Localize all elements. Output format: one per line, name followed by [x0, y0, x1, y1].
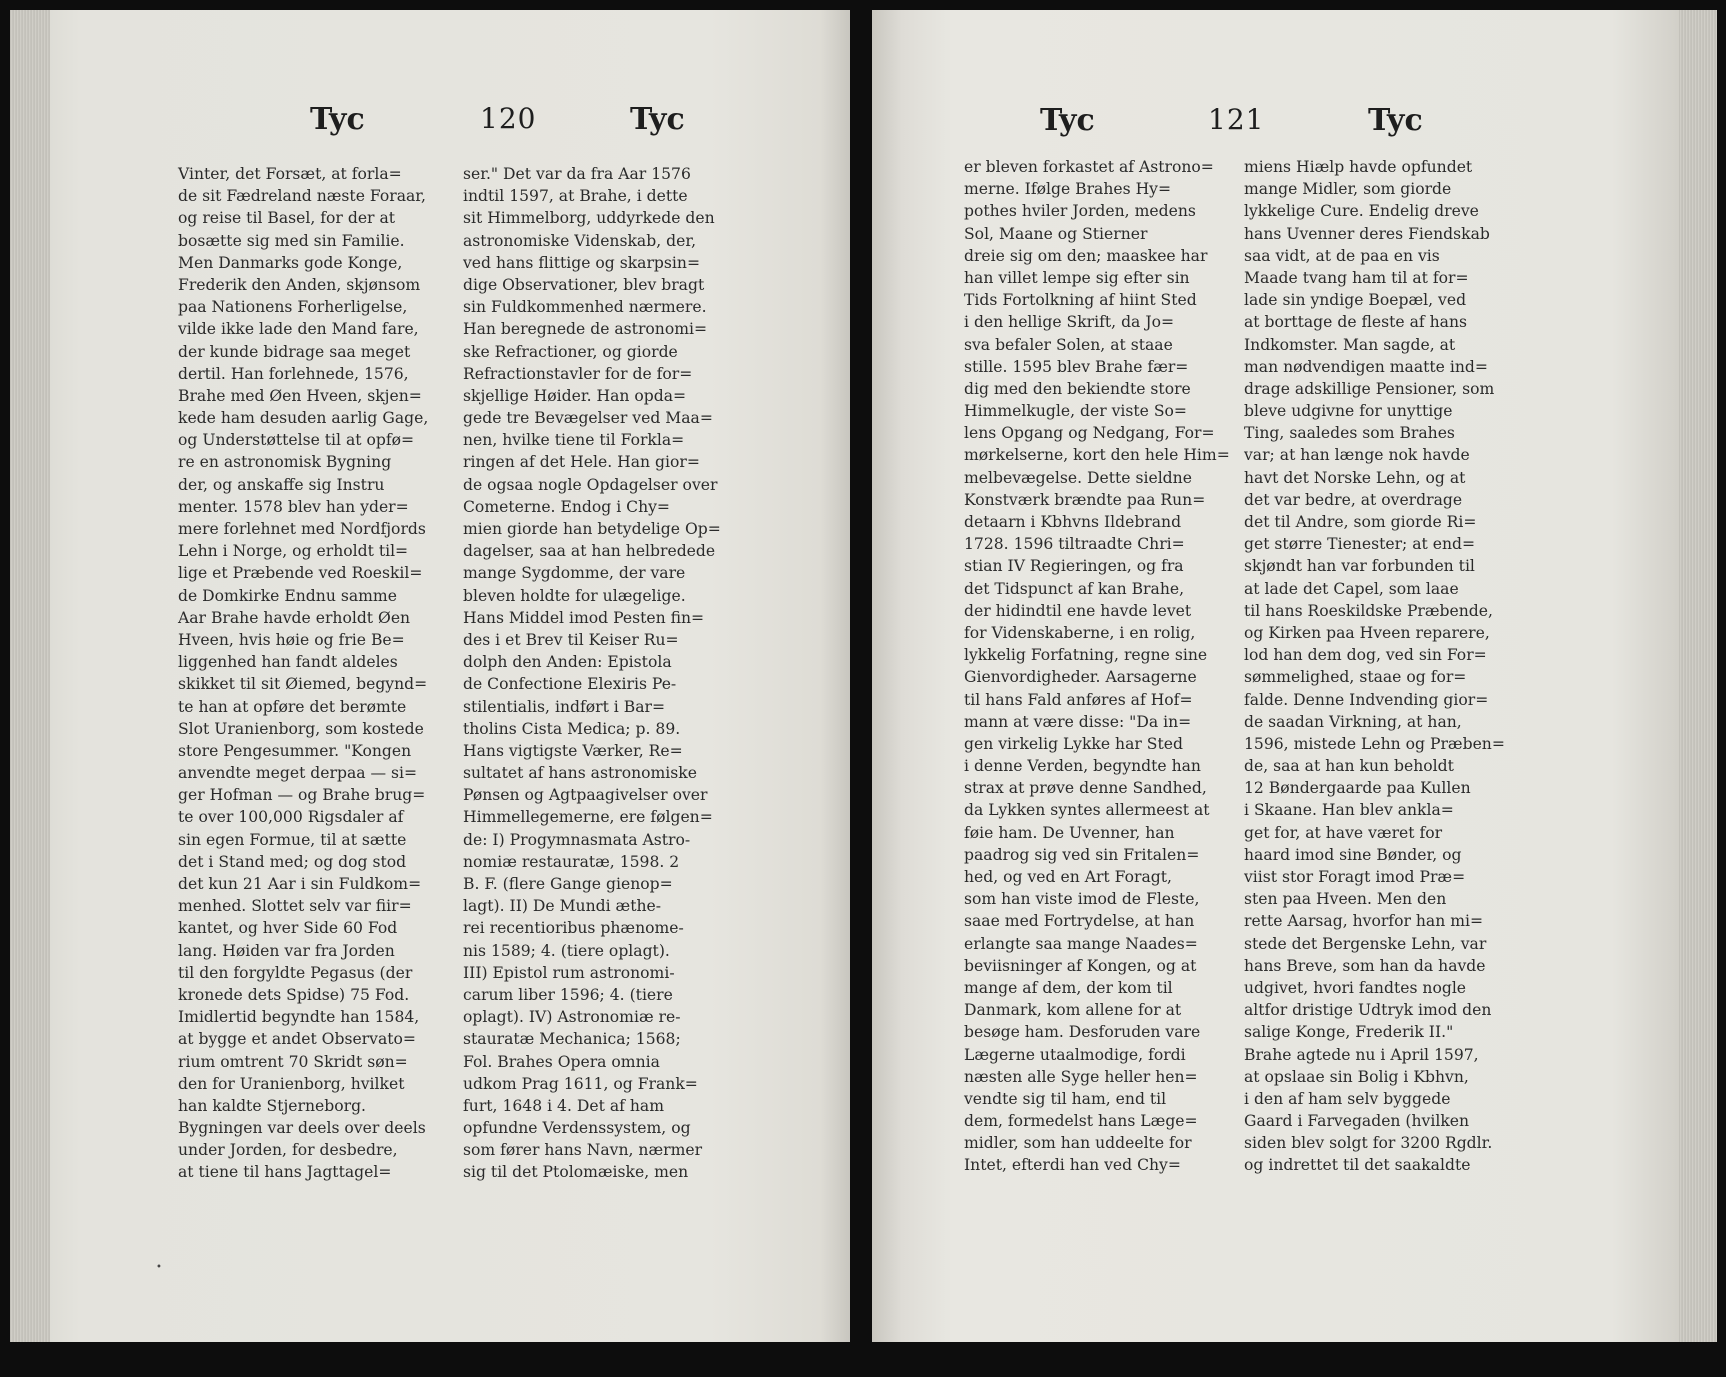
text-line: Slot Uranienborg, som kostede [178, 719, 424, 738]
text-line: lykkelige Cure. Endelig dreve [1244, 202, 1479, 221]
text-line: de: I) Progymnasmata Astro- [463, 830, 691, 849]
text-line: sit Himmelborg, uddyrkede den [463, 209, 715, 228]
text-line: for Videnskaberne, i en rolig, [964, 623, 1196, 642]
text-line: Himmellegemerne, ere følgen= [463, 808, 713, 827]
text-line: Sol, Maane og Stierner [964, 224, 1148, 243]
text-line: det til Andre, som giorde Ri= [1244, 513, 1477, 531]
text-line: de sit Fædreland næste Foraar, [178, 187, 426, 206]
text-line: 12 Bøndergaarde paa Kullen [1244, 779, 1471, 798]
text-line: bleven holdte for ulægelige. [463, 586, 686, 605]
text-line: 1728. 1596 tiltraadte Chri= [964, 535, 1185, 554]
text-line: beviisninger af Kongen, og at [964, 956, 1197, 975]
text-line: ringen af det Hele. Han gior= [463, 453, 700, 472]
text-line: under Jorden, for desbedre, [178, 1141, 398, 1160]
text-line: stille. 1595 blev Brahe fær= [964, 357, 1189, 376]
text-line: ved hans flittige og skarpsin= [463, 253, 701, 272]
text-line: Danmark, kom allene for at [964, 1001, 1182, 1020]
text-line: Tids Fortolkning af hiint Sted [964, 291, 1197, 310]
text-line: carum liber 1596; 4. (tiere [463, 985, 673, 1004]
text-line: stian IV Regieringen, og fra [964, 557, 1184, 576]
text-line: Gienvordigheder. Aarsagerne [964, 668, 1197, 687]
header-word-right: Tyc [1368, 103, 1423, 138]
text-line: man nødvendigen maatte ind= [1244, 357, 1488, 376]
text-line: der hidindtil ene havde levet [964, 601, 1192, 620]
text-line: re en astronomisk Bygning [178, 453, 392, 472]
text-line: dem, formedelst hans Læge= [964, 1112, 1198, 1131]
text-line: lade sin yndige Boepæl, ved [1244, 291, 1467, 310]
text-line: haard imod sine Bønder, og [1244, 845, 1462, 864]
text-line: rette Aarsag, hvorfor han mi= [1244, 912, 1484, 931]
text-line: mere forlehnet med Nordfjords [178, 520, 426, 538]
text-line: besøge ham. Desforuden vare [964, 1023, 1201, 1042]
text-line: miens Hiælp havde opfundet [1244, 158, 1473, 176]
text-line: som han viste imod de Fleste, [964, 890, 1200, 909]
text-line: sin Fuldkommenhed nærmere. [463, 298, 707, 317]
text-line: stede det Bergenske Lehn, var [1244, 934, 1487, 953]
text-line: anvendte meget derpaa — si= [178, 764, 418, 783]
text-line: skikket til sit Øiemed, begynd= [178, 675, 428, 694]
text-line: Lehn i Norge, og erholdt til= [178, 542, 409, 561]
text-line: Hans vigtigste Værker, Re= [463, 741, 683, 760]
header-word-right: Tyc [630, 102, 685, 137]
text-line: melbevægelse. Dette sieldne [964, 468, 1192, 487]
text-line: 1596, mistede Lehn og Præben= [1244, 734, 1505, 753]
text-line: Hans Middel imod Pesten fin= [463, 608, 705, 627]
text-line: Konstværk brændte paa Run= [964, 490, 1206, 509]
text-line: vilde ikke lade den Mand fare, [178, 320, 419, 339]
text-line: menhed. Slottet selv var fiir= [178, 897, 412, 916]
text-line: den for Uranienborg, hvilket [178, 1074, 405, 1093]
text-column-left [964, 156, 1244, 1177]
page-edge [10, 10, 50, 1342]
text-line: midler, som han uddeelte for [964, 1134, 1192, 1153]
text-line: mann at være disse: "Da in= [964, 712, 1192, 731]
text-line: stauratæ Mechanica; 1568; [463, 1030, 681, 1049]
text-line: Ting, saaledes som Brahes [1244, 424, 1455, 443]
text-line: drage adskillige Pensioner, som [1244, 379, 1495, 398]
text-line: detaarn i Kbhvns Ildebrand [964, 513, 1182, 531]
text-line: saa vidt, at de paa en vis [1244, 246, 1440, 265]
text-line: at tiene til hans Jagttagel= [178, 1163, 392, 1182]
text-line: liggenhed han fandt aldeles [178, 653, 398, 672]
text-line: bosætte sig med sin Familie. [178, 231, 405, 250]
text-line: rei recentioribus phænome- [463, 919, 684, 938]
text-line: Vinter, det Forsæt, at forla= [178, 165, 402, 183]
text-line: til hans Fald anføres af Hof= [964, 690, 1193, 709]
text-line: Hveen, hvis høie og frie Be= [178, 630, 405, 649]
text-line: Bygningen var deels over deels [178, 1119, 426, 1138]
text-line: menter. 1578 blev han yder= [178, 497, 409, 516]
text-line: Frederik den Anden, skjønsom [178, 275, 421, 294]
text-line: Fol. Brahes Opera omnia [463, 1052, 660, 1071]
text-line: der, og anskaffe sig Instru [178, 475, 385, 494]
text-line: de Confectione Elexiris Pe- [463, 675, 677, 694]
page-number: 120 [480, 102, 537, 135]
text-line: Han beregnede de astronomi= [463, 320, 708, 339]
page-edge [1679, 10, 1717, 1342]
text-line: paa Nationens Forherligelse, [178, 298, 408, 317]
text-line: at bygge et andet Observato= [178, 1030, 416, 1049]
text-line: kronede dets Spidse) 75 Fod. [178, 985, 410, 1004]
text-line: store Pengesummer. "Kongen [178, 741, 412, 760]
text-line: føie ham. De Uvenner, han [964, 823, 1175, 842]
text-line: lod han dem dog, ved sin For= [1244, 646, 1487, 665]
text-line: havt det Norske Lehn, og at [1244, 468, 1466, 487]
page-number: 121 [1208, 103, 1265, 136]
text-line: B. F. (flere Gange gienop= [463, 875, 673, 893]
text-line: hed, og ved en Art Foragt, [964, 868, 1172, 886]
text-line: Brahe med Øen Hveen, skjen= [178, 386, 422, 405]
text-line: Refractionstavler for de for= [463, 364, 693, 383]
text-line: erlangte saa mange Naades= [964, 934, 1198, 953]
text-line: hans Uvenner deres Fiendskab [1244, 224, 1490, 243]
text-line: tholins Cista Medica; p. 89. [463, 719, 681, 738]
text-line: hans Breve, som han da havde [1244, 956, 1486, 975]
text-line: det i Stand med; og dog stod [178, 852, 407, 871]
text-line: som fører hans Navn, nærmer [463, 1141, 703, 1160]
text-line: furt, 1648 i 4. Det af ham [463, 1096, 664, 1115]
right-page [872, 10, 1717, 1342]
ink-speck: • [156, 1262, 162, 1273]
text-line: mørkelserne, kort den hele Him= [964, 446, 1230, 465]
text-line: ser." Det var da fra Aar 1576 [463, 165, 691, 183]
text-line: sten paa Hveen. Men den [1244, 890, 1447, 909]
text-line: te over 100,000 Rigsdaler af [178, 808, 404, 827]
text-line: de, saa at han kun beholdt [1244, 757, 1454, 776]
text-line: rium omtrent 70 Skridt søn= [178, 1052, 408, 1071]
text-column-right [1244, 156, 1539, 1177]
text-line: lykkelig Forfatning, regne sine [964, 646, 1208, 665]
text-line: Lægerne utaalmodige, fordi [964, 1045, 1186, 1064]
text-line: falde. Denne Indvending gior= [1244, 690, 1489, 709]
text-line: nomiæ restauratæ, 1598. 2 [463, 852, 680, 871]
text-line: mange Sygdomme, der vare [463, 564, 686, 583]
text-line: gen virkelig Lykke har Sted [964, 734, 1183, 753]
text-line: de saadan Virkning, at han, [1244, 712, 1462, 731]
text-line: da Lykken syntes allermeest at [964, 801, 1210, 820]
text-line: er bleven forkastet af Astrono= [964, 158, 1214, 176]
text-line: ger Hofman — og Brahe brug= [178, 786, 426, 805]
text-line: han kaldte Stjerneborg. [178, 1096, 367, 1115]
text-line: des i et Brev til Keiser Ru= [463, 630, 679, 649]
text-line: det kun 21 Aar i sin Fuldkom= [178, 875, 422, 893]
text-line: Himmelkugle, der viste So= [964, 402, 1187, 421]
text-line: Pønsen og Agtpaagivelser over [463, 786, 708, 805]
text-line: Maade tvang ham til at for= [1244, 268, 1469, 287]
text-line: der kunde bidrage saa meget [178, 342, 411, 361]
text-line: og Kirken paa Hveen reparere, [1244, 623, 1490, 642]
text-line: III) Epistol rum astronomi- [463, 963, 675, 982]
text-line: stilentialis, indført i Bar= [463, 697, 666, 716]
text-line: te han at opføre det berømte [178, 697, 407, 716]
text-line: dolph den Anden: Epistola [463, 653, 672, 672]
text-line: lens Opgang og Nedgang, For= [964, 424, 1215, 443]
text-line: altfor dristige Udtryk imod den [1244, 1001, 1492, 1020]
text-line: lagt). II) De Mundi æthe- [463, 897, 662, 916]
text-line: merne. Ifølge Brahes Hy= [964, 180, 1172, 199]
text-line: Aar Brahe havde erholdt Øen [178, 608, 411, 627]
text-line: og Understøttelse til at opfø= [178, 431, 415, 450]
text-line: sultatet af hans astronomiske [463, 764, 697, 783]
text-line: Men Danmarks gode Konge, [178, 253, 403, 272]
text-line: udgivet, hvori fandtes nogle [1244, 978, 1467, 997]
text-line: nen, hvilke tiene til Forkla= [463, 431, 685, 450]
text-line: mange Midler, som giorde [1244, 180, 1452, 199]
text-line: og indrettet til det saakaldte [1244, 1156, 1471, 1175]
text-line: Indkomster. Man sagde, at [1244, 335, 1456, 354]
text-line: mange af dem, der kom til [964, 978, 1173, 997]
text-line: Brahe agtede nu i April 1597, [1244, 1045, 1479, 1064]
text-line: bleve udgivne for unyttige [1244, 402, 1453, 421]
text-line: mien giorde han betydelige Op= [463, 520, 721, 538]
text-line: saae med Fortrydelse, at han [964, 912, 1195, 931]
text-line: i den af ham selv byggede [1244, 1089, 1451, 1108]
text-line: dertil. Han forlehnede, 1576, [178, 364, 409, 383]
text-line: get for, at have været for [1244, 823, 1443, 842]
text-line: kantet, og hver Side 60 Fod [178, 919, 398, 938]
text-line: de ogsaa nogle Opdagelser over [463, 475, 718, 494]
text-line: i den hellige Skrift, da Jo= [964, 313, 1175, 332]
text-line: skjøndt han var forbunden til [1244, 557, 1475, 576]
text-line: dige Observationer, blev bragt [463, 275, 705, 294]
text-line: dig med den bekiendte store [964, 379, 1191, 398]
text-line: Cometerne. Endog i Chy= [463, 497, 670, 516]
header-word-left: Tyc [310, 102, 365, 137]
text-line: at borttage de fleste af hans [1244, 313, 1468, 332]
text-line: Intet, efterdi han ved Chy= [964, 1156, 1181, 1175]
text-line: til hans Roeskildske Præbende, [1244, 601, 1493, 620]
text-line: han villet lempe sig efter sin [964, 268, 1190, 287]
text-line: næsten alle Syge heller hen= [964, 1067, 1198, 1086]
text-line: opfundne Verdenssystem, og [463, 1119, 691, 1138]
text-line: i Skaane. Han blev ankla= [1244, 801, 1454, 820]
text-line: vendte sig til ham, end til [964, 1089, 1167, 1108]
text-line: Imidlertid begyndte han 1584, [178, 1008, 420, 1027]
text-line: var; at han længe nok havde [1244, 446, 1470, 465]
text-line: viist stor Foragt imod Præ= [1244, 868, 1466, 886]
text-line: oplagt). IV) Astronomiæ re- [463, 1008, 681, 1027]
text-line: salige Konge, Frederik II." [1244, 1023, 1454, 1042]
text-line: det var bedre, at overdrage [1244, 490, 1463, 509]
text-line: gede tre Bevægelser ved Maa= [463, 409, 713, 428]
text-line: at lade det Capel, som laae [1244, 579, 1459, 598]
text-line: get større Tienester; at end= [1244, 535, 1476, 554]
text-line: Gaard i Farvegaden (hvilken [1244, 1112, 1470, 1131]
text-line: til den forgyldte Pegasus (der [178, 963, 413, 982]
text-line: indtil 1597, at Brahe, i dette [463, 187, 688, 206]
text-line: sva befaler Solen, at staae [964, 335, 1173, 354]
text-line: sømmelighed, staae og for= [1244, 668, 1467, 687]
text-line: og reise til Basel, for der at [178, 209, 396, 228]
text-line: dagelser, saa at han helbredede [463, 542, 716, 561]
text-line: udkom Prag 1611, og Frank= [463, 1074, 698, 1093]
text-line: siden blev solgt for 3200 Rgdlr. [1244, 1134, 1493, 1153]
text-line: sig til det Ptolomæiske, men [463, 1163, 689, 1182]
text-line: strax at prøve denne Sandhed, [964, 779, 1207, 798]
text-line: sin egen Formue, til at sætte [178, 830, 407, 849]
text-line: det Tidspunct af kan Brahe, [964, 579, 1185, 598]
text-line: i denne Verden, begyndte han [964, 757, 1201, 776]
text-line: nis 1589; 4. (tiere oplagt). [463, 941, 670, 960]
text-line: skjellige Høider. Han opda= [463, 386, 687, 405]
text-line: lige et Præbende ved Roeskil= [178, 564, 423, 583]
left-page [10, 10, 850, 1342]
text-line: astronomiske Videnskab, der, [463, 231, 697, 250]
text-column-left [178, 163, 448, 1184]
text-line: at opslaae sin Bolig i Kbhvn, [1244, 1067, 1469, 1086]
text-line: paadrog sig ved sin Fritalen= [964, 845, 1200, 864]
text-line: ske Refractioner, og giorde [463, 342, 678, 361]
text-column-right [463, 163, 738, 1184]
text-line: kede ham desuden aarlig Gage, [178, 409, 429, 428]
text-line: lang. Høiden var fra Jorden [178, 941, 395, 960]
text-line: pothes hviler Jorden, medens [964, 202, 1196, 221]
header-word-left: Tyc [1040, 103, 1095, 138]
text-line: de Domkirke Endnu samme [178, 586, 397, 605]
text-line: dreie sig om den; maaskee har [964, 246, 1208, 265]
